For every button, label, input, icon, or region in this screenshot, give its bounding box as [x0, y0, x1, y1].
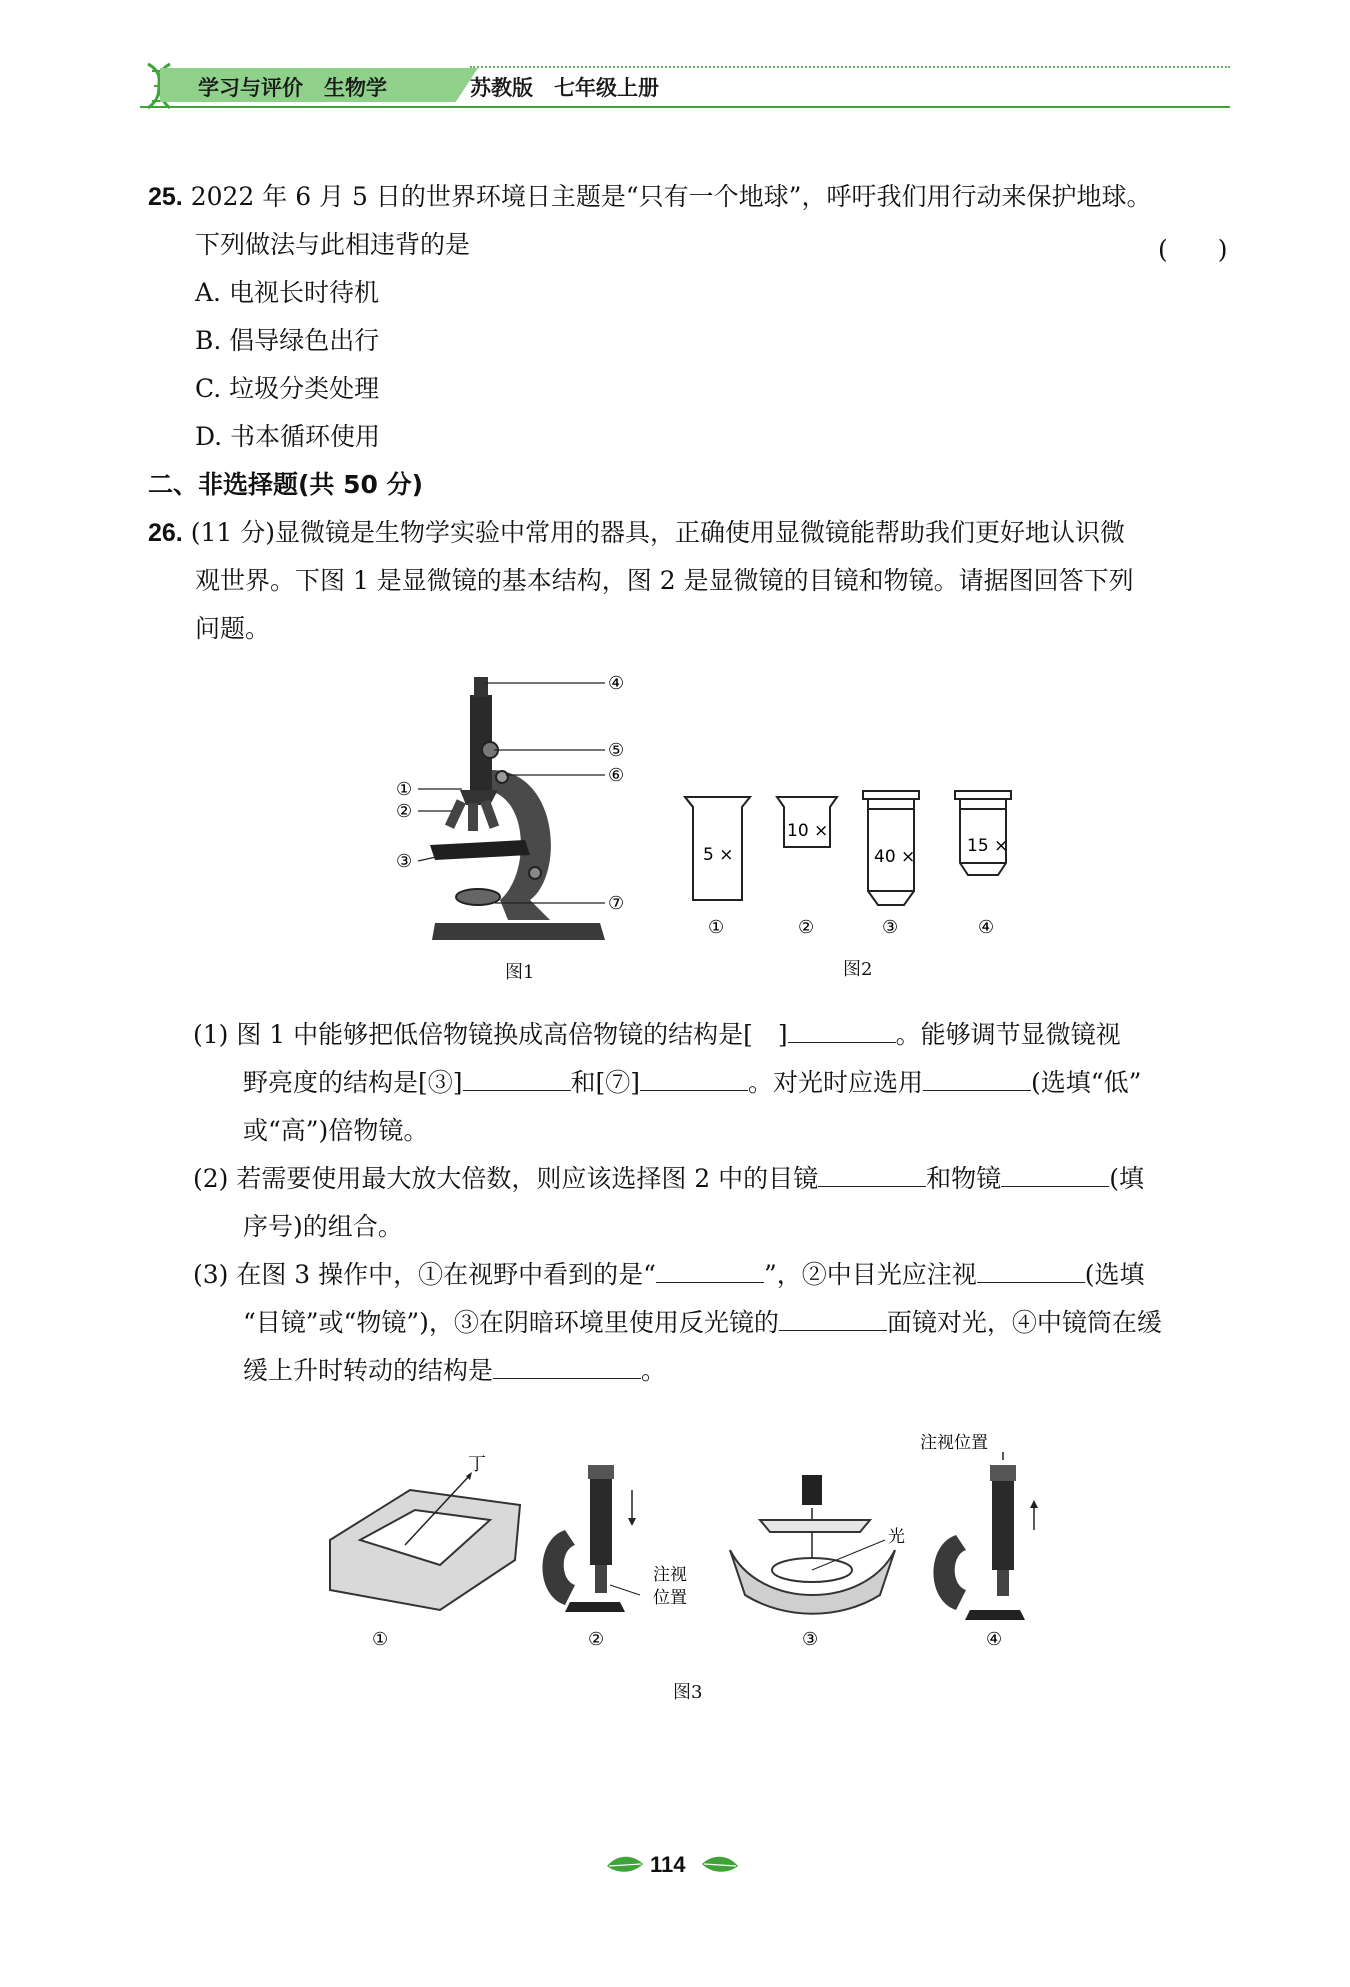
objective-shape-1	[445, 799, 466, 829]
answer-blank-1[interactable]	[788, 1020, 896, 1043]
fig3-panel-3	[730, 1475, 905, 1650]
sub1-text-e: 。对光时应选用	[748, 1068, 924, 1097]
lens-1-num: ①	[708, 917, 725, 938]
mirror-shape	[456, 889, 500, 905]
sub2-text-c: (填	[1109, 1164, 1144, 1193]
sub3-text-f: 缓上升时转动的结构是	[243, 1356, 494, 1385]
q26-sub3-line3	[243, 1356, 666, 1386]
answer-blank-4[interactable]	[923, 1068, 1031, 1091]
answer-blank-9[interactable]	[779, 1308, 887, 1331]
fig3-panel-4	[920, 1433, 1038, 1650]
q26-sub3-line2	[243, 1308, 1162, 1338]
q26-text-3: 问题。	[195, 614, 271, 643]
figure-3-operations	[320, 1420, 1060, 1670]
sub3-text-d: “目镜”或“物镜”)，③在阴暗环境里使用反光镜的	[243, 1308, 779, 1337]
stage-shape	[430, 840, 530, 860]
q26-sub1-line1	[193, 1020, 1121, 1050]
fig1-label-5: ⑤	[608, 740, 625, 761]
leaf-right-icon	[700, 1850, 740, 1876]
page-header	[140, 62, 1230, 110]
answer-blank-3[interactable]	[640, 1068, 748, 1091]
fig3-gaze-1: 注视	[653, 1565, 687, 1585]
fig3-gaze-2: 位置	[653, 1588, 687, 1608]
q26-number: 26.	[148, 519, 183, 547]
lens-3-mag: 40 ×	[874, 847, 916, 867]
figure-3-caption: 图3	[673, 1682, 703, 1703]
q25-number: 25.	[148, 183, 183, 211]
lens-4-mag: 15 ×	[967, 836, 1009, 856]
sub1-text-c: 野亮度的结构是[③]	[243, 1068, 463, 1097]
fig1-label-6: ⑥	[608, 765, 625, 786]
answer-blank-7[interactable]	[656, 1260, 764, 1283]
fig3-panel-1	[330, 1454, 520, 1650]
header-dotted-rule	[470, 66, 1230, 68]
q26-sub3-line1	[193, 1260, 1145, 1290]
fig3-num-3: ③	[802, 1629, 819, 1650]
answer-blank-6[interactable]	[1001, 1164, 1109, 1187]
lens-4-cap	[955, 791, 1011, 799]
q25-option-c: C. 垃圾分类处理	[195, 374, 380, 403]
leaf-left-icon	[605, 1850, 645, 1876]
book-title: 学习与评价 生物学	[198, 76, 387, 100]
sub2-text-b: 和物镜	[926, 1164, 1002, 1193]
figure-1-microscope	[390, 675, 640, 945]
sub3-text-a: (3) 在图 3 操作中，①在视野中看到的是“	[193, 1260, 656, 1289]
microscope-base	[432, 923, 605, 940]
sub2-text-a: (2) 若需要使用最大放大倍数，则应该选择图 2 中的目镜	[193, 1164, 819, 1193]
q26-sub1-line2	[243, 1068, 1141, 1098]
book-edition: 苏教版 七年级上册	[470, 76, 659, 100]
fig3-gaze-top: 注视位置	[920, 1433, 988, 1453]
fig1-label-2: ②	[396, 801, 413, 822]
fig3-num-1: ①	[372, 1629, 389, 1650]
sub3-text-g: 。	[641, 1356, 667, 1385]
lens-1-mag: 5 ×	[703, 845, 734, 865]
fig3-panel-2	[543, 1465, 688, 1650]
figure-2-lenses	[680, 785, 1040, 945]
page-number: 114	[650, 1852, 686, 1877]
q26-sub2-line2: 序号)的组合。	[243, 1212, 403, 1241]
stage-knob-shape	[529, 867, 541, 879]
q26-sub1-line3: 或“高”)倍物镜。	[243, 1116, 429, 1145]
q25-text-1: 2022 年 6 月 5 日的世界环境日主题是“只有一个地球”，呼吁我们用行动来保护地球。	[190, 182, 1152, 211]
fig3-letter: 丁	[468, 1454, 486, 1475]
q26-text-2: 观世界。下图 1 是显微镜的基本结构，图 2 是显微镜的目镜和物镜。请据图回答下列	[195, 566, 1134, 595]
figure-2-caption: 图2	[843, 959, 873, 980]
figure-1-caption: 图1	[505, 962, 535, 983]
q25-text-2: 下列做法与此相违背的是	[195, 230, 471, 259]
sub1-text-d: 和[⑦]	[570, 1068, 641, 1097]
q25-option-a: A. 电视长时待机	[195, 278, 379, 307]
q25-option-b: B. 倡导绿色出行	[195, 326, 380, 355]
objective-shape-2	[468, 803, 478, 831]
q25-answer-paren: ( )	[1158, 235, 1228, 264]
lens-3-num: ③	[882, 917, 899, 938]
answer-blank-8[interactable]	[977, 1260, 1085, 1283]
sub1-text-f: (选填“低”	[1031, 1068, 1142, 1097]
section-heading: 二、非选择题(共 50 分)	[148, 470, 424, 499]
sub3-text-b: ”，②中目光应注视	[763, 1260, 977, 1289]
answer-blank-10[interactable]	[493, 1356, 641, 1379]
q26-line1	[148, 518, 1125, 548]
q26-sub2-line1	[193, 1164, 1144, 1194]
lens-2-mag: 10 ×	[787, 821, 829, 841]
nosepiece-shape	[460, 790, 498, 805]
fig3-num-4: ④	[986, 1629, 1003, 1650]
fig1-label-7: ⑦	[608, 893, 625, 914]
fig1-label-3: ③	[396, 851, 413, 872]
fig3-light: 光	[888, 1527, 905, 1547]
lens-3-cap	[863, 791, 919, 799]
objective-shape-3	[480, 799, 499, 829]
lens-4-num: ④	[978, 917, 995, 938]
eyepiece-shape	[474, 677, 488, 697]
q25-line1	[148, 182, 1151, 212]
answer-blank-2[interactable]	[463, 1068, 571, 1091]
fig1-label-4: ④	[608, 675, 625, 694]
sub1-text-a: (1) 图 1 中能够把低倍物镜换成高倍物镜的结构是[ ]	[193, 1020, 788, 1049]
header-rule	[140, 106, 1230, 108]
q25-option-d: D. 书本循环使用	[195, 422, 381, 451]
sub3-text-e: 面镜对光，④中镜筒在缓	[886, 1308, 1162, 1337]
q26-text-1: (11 分)显微镜是生物学实验中常用的器具，正确使用显微镜能帮助我们更好地认识微	[190, 518, 1125, 547]
fig3-num-2: ②	[588, 1629, 605, 1650]
answer-blank-5[interactable]	[818, 1164, 926, 1187]
sub1-text-b: 。能够调节显微镜视	[895, 1020, 1121, 1049]
fine-knob-shape	[496, 771, 508, 783]
lens-2-num: ②	[798, 917, 815, 938]
sub3-text-c: (选填	[1084, 1260, 1145, 1289]
fig1-label-1: ①	[396, 779, 413, 800]
